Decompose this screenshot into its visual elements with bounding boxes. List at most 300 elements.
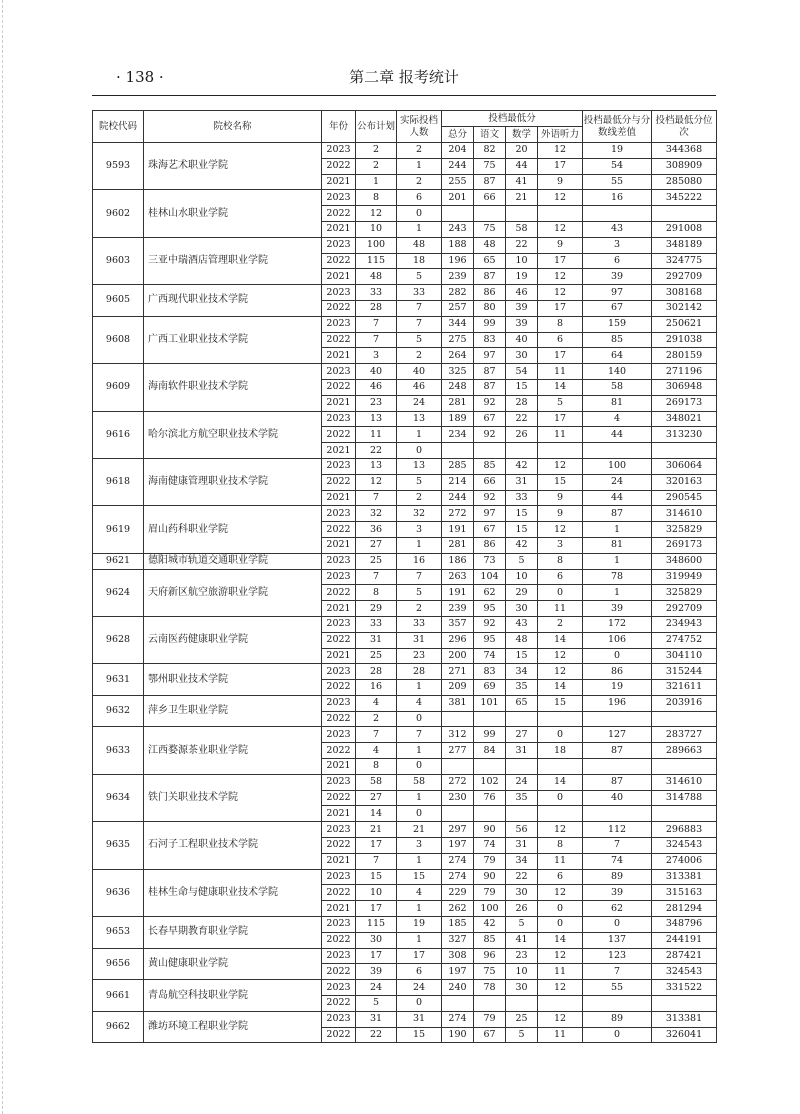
school-code: 9616 — [93, 411, 144, 458]
actual-cell: 5 — [397, 474, 442, 490]
listening-cell: 0 — [538, 727, 583, 743]
listening-cell: 5 — [538, 395, 583, 411]
chinese-cell: 75 — [474, 221, 506, 237]
math-cell — [506, 996, 538, 1012]
math-cell: 40 — [506, 332, 538, 348]
plan-cell: 22 — [356, 1027, 397, 1043]
header-math: 数学 — [506, 127, 538, 143]
school-name: 德阳城市轨道交通职业学院 — [144, 553, 322, 569]
year-cell: 2023 — [322, 1011, 356, 1027]
chinese-cell: 65 — [474, 253, 506, 269]
chinese-cell: 87 — [474, 174, 506, 190]
actual-cell: 2 — [397, 490, 442, 506]
year-cell: 2021 — [322, 853, 356, 869]
total-cell: 264 — [442, 348, 474, 364]
plan-cell: 22 — [356, 443, 397, 459]
rank-cell: 308168 — [652, 285, 717, 301]
actual-cell: 3 — [397, 522, 442, 538]
math-cell: 56 — [506, 822, 538, 838]
math-cell: 41 — [506, 932, 538, 948]
listening-cell: 14 — [538, 680, 583, 696]
actual-cell: 16 — [397, 553, 442, 569]
total-cell — [442, 759, 474, 775]
diff-cell: 16 — [583, 190, 652, 206]
actual-cell: 46 — [397, 379, 442, 395]
math-cell: 41 — [506, 174, 538, 190]
total-cell: 191 — [442, 522, 474, 538]
rank-cell: 274752 — [652, 632, 717, 648]
diff-cell: 64 — [583, 348, 652, 364]
total-cell: 239 — [442, 269, 474, 285]
school-name: 鄂州职业技术学院 — [144, 664, 322, 696]
math-cell: 19 — [506, 269, 538, 285]
page-number: · 138 · — [116, 68, 164, 86]
rank-cell: 280159 — [652, 348, 717, 364]
total-cell: 234 — [442, 427, 474, 443]
plan-cell: 1 — [356, 174, 397, 190]
diff-cell: 58 — [583, 379, 652, 395]
math-cell: 48 — [506, 632, 538, 648]
table-row — [93, 917, 717, 933]
diff-cell — [583, 806, 652, 822]
plan-cell: 2 — [356, 158, 397, 174]
plan-cell: 27 — [356, 537, 397, 553]
school-code: 9605 — [93, 285, 144, 317]
actual-cell: 31 — [397, 1011, 442, 1027]
chinese-cell: 97 — [474, 348, 506, 364]
table-row — [93, 190, 717, 206]
actual-cell: 0 — [397, 206, 442, 222]
chinese-cell: 101 — [474, 695, 506, 711]
plan-cell: 36 — [356, 522, 397, 538]
diff-cell: 81 — [583, 537, 652, 553]
chinese-cell: 74 — [474, 648, 506, 664]
total-cell: 189 — [442, 411, 474, 427]
rank-cell — [652, 996, 717, 1012]
math-cell — [506, 759, 538, 775]
year-cell: 2023 — [322, 569, 356, 585]
math-cell: 31 — [506, 474, 538, 490]
school-name: 石河子工程职业技术学院 — [144, 822, 322, 869]
chinese-cell: 83 — [474, 664, 506, 680]
chinese-cell: 87 — [474, 269, 506, 285]
year-cell: 2021 — [322, 648, 356, 664]
listening-cell: 12 — [538, 885, 583, 901]
rank-cell: 345222 — [652, 190, 717, 206]
school-code: 9619 — [93, 506, 144, 553]
math-cell: 15 — [506, 379, 538, 395]
plan-cell: 25 — [356, 648, 397, 664]
school-code: 9609 — [93, 364, 144, 411]
rank-cell: 269173 — [652, 537, 717, 553]
school-code: 9634 — [93, 774, 144, 821]
total-cell: 285 — [442, 458, 474, 474]
diff-cell: 0 — [583, 1027, 652, 1043]
year-cell: 2023 — [322, 727, 356, 743]
actual-cell: 0 — [397, 996, 442, 1012]
listening-cell: 12 — [538, 822, 583, 838]
page-header — [92, 66, 716, 92]
total-cell: 325 — [442, 364, 474, 380]
plan-cell: 48 — [356, 269, 397, 285]
school-code: 9661 — [93, 980, 144, 1012]
chinese-cell: 48 — [474, 237, 506, 253]
total-cell: 272 — [442, 506, 474, 522]
school-code: 9628 — [93, 616, 144, 663]
math-cell: 22 — [506, 237, 538, 253]
year-cell: 2023 — [322, 869, 356, 885]
school-code: 9621 — [93, 553, 144, 569]
year-cell: 2022 — [322, 474, 356, 490]
diff-cell: 39 — [583, 885, 652, 901]
year-cell: 2021 — [322, 443, 356, 459]
school-name: 潍坊环境工程职业学院 — [144, 1011, 322, 1043]
rank-cell: 290545 — [652, 490, 717, 506]
rank-cell — [652, 806, 717, 822]
listening-cell: 0 — [538, 917, 583, 933]
math-cell: 30 — [506, 601, 538, 617]
rank-cell: 306064 — [652, 458, 717, 474]
total-cell: 209 — [442, 680, 474, 696]
total-cell: 200 — [442, 648, 474, 664]
year-cell: 2021 — [322, 490, 356, 506]
listening-cell: 12 — [538, 648, 583, 664]
total-cell: 240 — [442, 980, 474, 996]
diff-cell: 137 — [583, 932, 652, 948]
diff-cell: 112 — [583, 822, 652, 838]
math-cell: 26 — [506, 901, 538, 917]
diff-cell: 44 — [583, 490, 652, 506]
math-cell: 15 — [506, 648, 538, 664]
math-cell: 24 — [506, 774, 538, 790]
math-cell: 29 — [506, 585, 538, 601]
plan-cell: 7 — [356, 727, 397, 743]
table-row — [93, 285, 717, 301]
total-cell: 197 — [442, 838, 474, 854]
listening-cell: 12 — [538, 522, 583, 538]
actual-cell: 5 — [397, 585, 442, 601]
total-cell: 255 — [442, 174, 474, 190]
year-cell: 2022 — [322, 253, 356, 269]
math-cell: 25 — [506, 1011, 538, 1027]
actual-cell: 24 — [397, 395, 442, 411]
table-row — [93, 822, 717, 838]
rank-cell: 321611 — [652, 680, 717, 696]
school-name: 眉山药科职业学院 — [144, 506, 322, 553]
plan-cell: 5 — [356, 996, 397, 1012]
actual-cell: 4 — [397, 695, 442, 711]
table-row — [93, 458, 717, 474]
diff-cell: 55 — [583, 174, 652, 190]
total-cell: 197 — [442, 964, 474, 980]
diff-cell: 7 — [583, 838, 652, 854]
total-cell — [442, 996, 474, 1012]
chinese-cell: 67 — [474, 411, 506, 427]
total-cell: 357 — [442, 616, 474, 632]
diff-cell — [583, 711, 652, 727]
diff-cell: 1 — [583, 585, 652, 601]
chinese-cell — [474, 806, 506, 822]
plan-cell: 13 — [356, 411, 397, 427]
listening-cell: 9 — [538, 490, 583, 506]
math-cell: 10 — [506, 964, 538, 980]
actual-cell: 0 — [397, 806, 442, 822]
total-cell: 230 — [442, 790, 474, 806]
listening-cell: 12 — [538, 221, 583, 237]
plan-cell: 4 — [356, 695, 397, 711]
chinese-cell: 96 — [474, 948, 506, 964]
table-row — [93, 869, 717, 885]
school-name: 广西现代职业技术学院 — [144, 285, 322, 317]
total-cell: 204 — [442, 143, 474, 159]
actual-cell: 21 — [397, 822, 442, 838]
diff-cell: 55 — [583, 980, 652, 996]
listening-cell: 12 — [538, 980, 583, 996]
plan-cell: 7 — [356, 332, 397, 348]
plan-cell: 10 — [356, 885, 397, 901]
total-cell: 381 — [442, 695, 474, 711]
plan-cell: 46 — [356, 379, 397, 395]
actual-cell: 1 — [397, 537, 442, 553]
plan-cell: 29 — [356, 601, 397, 617]
school-code: 9636 — [93, 869, 144, 916]
rank-cell: 308909 — [652, 158, 717, 174]
year-cell: 2021 — [322, 269, 356, 285]
diff-cell: 123 — [583, 948, 652, 964]
chinese-cell — [474, 996, 506, 1012]
listening-cell: 6 — [538, 569, 583, 585]
chinese-cell: 82 — [474, 143, 506, 159]
actual-cell: 0 — [397, 711, 442, 727]
math-cell — [506, 806, 538, 822]
plan-cell: 8 — [356, 585, 397, 601]
diff-cell: 62 — [583, 901, 652, 917]
admission-table — [92, 110, 717, 1043]
chinese-cell: 85 — [474, 932, 506, 948]
table-row — [93, 506, 717, 522]
plan-cell: 24 — [356, 980, 397, 996]
actual-cell: 1 — [397, 932, 442, 948]
school-name: 哈尔滨北方航空职业技术学院 — [144, 411, 322, 458]
plan-cell: 2 — [356, 143, 397, 159]
year-cell: 2022 — [322, 522, 356, 538]
diff-cell: 85 — [583, 332, 652, 348]
rank-cell: 291008 — [652, 221, 717, 237]
page-edge-line — [2, 0, 3, 1114]
actual-cell: 5 — [397, 269, 442, 285]
diff-cell — [583, 996, 652, 1012]
rank-cell: 296883 — [652, 822, 717, 838]
actual-cell: 2 — [397, 174, 442, 190]
listening-cell: 11 — [538, 964, 583, 980]
listening-cell: 11 — [538, 853, 583, 869]
plan-cell: 15 — [356, 869, 397, 885]
year-cell: 2023 — [322, 458, 356, 474]
actual-cell: 15 — [397, 869, 442, 885]
chinese-cell: 75 — [474, 964, 506, 980]
total-cell: 271 — [442, 664, 474, 680]
rank-cell — [652, 759, 717, 775]
math-cell: 30 — [506, 885, 538, 901]
school-name: 海南健康管理职业技术学院 — [144, 458, 322, 505]
plan-cell: 23 — [356, 395, 397, 411]
listening-cell: 18 — [538, 743, 583, 759]
math-cell: 27 — [506, 727, 538, 743]
rank-cell: 324543 — [652, 964, 717, 980]
total-cell: 243 — [442, 221, 474, 237]
chinese-cell: 87 — [474, 379, 506, 395]
diff-cell — [583, 443, 652, 459]
actual-cell: 2 — [397, 143, 442, 159]
listening-cell: 6 — [538, 332, 583, 348]
math-cell: 5 — [506, 917, 538, 933]
year-cell: 2023 — [322, 553, 356, 569]
actual-cell: 0 — [397, 443, 442, 459]
math-cell: 10 — [506, 253, 538, 269]
total-cell: 274 — [442, 869, 474, 885]
listening-cell: 11 — [538, 427, 583, 443]
rank-cell: 269173 — [652, 395, 717, 411]
total-cell: 281 — [442, 395, 474, 411]
plan-cell: 13 — [356, 458, 397, 474]
plan-cell: 3 — [356, 348, 397, 364]
year-cell: 2021 — [322, 806, 356, 822]
plan-cell: 39 — [356, 964, 397, 980]
chinese-cell: 66 — [474, 474, 506, 490]
chinese-cell: 86 — [474, 285, 506, 301]
table-row — [93, 569, 717, 585]
actual-cell: 13 — [397, 458, 442, 474]
rank-cell: 203916 — [652, 695, 717, 711]
diff-cell: 97 — [583, 285, 652, 301]
plan-cell: 10 — [356, 221, 397, 237]
diff-cell: 0 — [583, 648, 652, 664]
listening-cell: 12 — [538, 458, 583, 474]
table-row — [93, 1011, 717, 1027]
chinese-cell: 90 — [474, 822, 506, 838]
chinese-cell: 80 — [474, 300, 506, 316]
actual-cell: 2 — [397, 348, 442, 364]
admission-table-container — [92, 110, 716, 1043]
math-cell: 42 — [506, 537, 538, 553]
listening-cell: 12 — [538, 664, 583, 680]
year-cell: 2021 — [322, 537, 356, 553]
school-name: 广西工业职业技术学院 — [144, 316, 322, 363]
year-cell: 2022 — [322, 996, 356, 1012]
listening-cell: 17 — [538, 348, 583, 364]
actual-cell: 24 — [397, 980, 442, 996]
rank-cell — [652, 443, 717, 459]
rank-cell: 291038 — [652, 332, 717, 348]
header-plan: 公布计划 — [356, 111, 397, 143]
listening-cell: 8 — [538, 838, 583, 854]
diff-cell: 7 — [583, 964, 652, 980]
chinese-cell: 86 — [474, 537, 506, 553]
diff-cell: 54 — [583, 158, 652, 174]
chinese-cell: 79 — [474, 853, 506, 869]
plan-cell: 115 — [356, 253, 397, 269]
school-code: 9602 — [93, 190, 144, 237]
listening-cell: 17 — [538, 158, 583, 174]
total-cell: 274 — [442, 1011, 474, 1027]
chinese-cell: 76 — [474, 790, 506, 806]
chinese-cell — [474, 711, 506, 727]
total-cell: 188 — [442, 237, 474, 253]
rank-cell: 331522 — [652, 980, 717, 996]
year-cell: 2022 — [322, 932, 356, 948]
math-cell: 31 — [506, 838, 538, 854]
rank-cell: 306948 — [652, 379, 717, 395]
diff-cell: 4 — [583, 411, 652, 427]
rank-cell: 348021 — [652, 411, 717, 427]
math-cell: 15 — [506, 522, 538, 538]
school-name: 海南软件职业技术学院 — [144, 364, 322, 411]
plan-cell: 58 — [356, 774, 397, 790]
school-name: 铁门关职业技术学院 — [144, 774, 322, 821]
math-cell: 54 — [506, 364, 538, 380]
listening-cell: 3 — [538, 537, 583, 553]
header-listening: 外语听力 — [538, 127, 583, 143]
plan-cell: 33 — [356, 285, 397, 301]
header-chinese: 语文 — [474, 127, 506, 143]
actual-cell: 4 — [397, 885, 442, 901]
chinese-cell: 90 — [474, 869, 506, 885]
school-code: 9656 — [93, 948, 144, 980]
listening-cell: 12 — [538, 285, 583, 301]
year-cell: 2022 — [322, 332, 356, 348]
chinese-cell: 99 — [474, 316, 506, 332]
plan-cell: 11 — [356, 427, 397, 443]
header-diff: 投档最低分与分数线差值 — [583, 111, 652, 143]
year-cell: 2023 — [322, 506, 356, 522]
year-cell: 2021 — [322, 901, 356, 917]
diff-cell: 86 — [583, 664, 652, 680]
diff-cell: 172 — [583, 616, 652, 632]
plan-cell: 30 — [356, 932, 397, 948]
year-cell: 2022 — [322, 427, 356, 443]
total-cell: 262 — [442, 901, 474, 917]
listening-cell: 0 — [538, 585, 583, 601]
school-code: 9632 — [93, 695, 144, 727]
math-cell: 34 — [506, 853, 538, 869]
year-cell: 2023 — [322, 411, 356, 427]
rank-cell — [652, 711, 717, 727]
school-name: 珠海艺术职业学院 — [144, 143, 322, 190]
year-cell: 2023 — [322, 695, 356, 711]
plan-cell: 7 — [356, 569, 397, 585]
chinese-cell: 99 — [474, 727, 506, 743]
diff-cell: 87 — [583, 506, 652, 522]
actual-cell: 1 — [397, 790, 442, 806]
listening-cell: 15 — [538, 695, 583, 711]
listening-cell: 14 — [538, 774, 583, 790]
math-cell: 10 — [506, 569, 538, 585]
total-cell: 296 — [442, 632, 474, 648]
diff-cell: 81 — [583, 395, 652, 411]
rank-cell: 244191 — [652, 932, 717, 948]
listening-cell: 9 — [538, 174, 583, 190]
actual-cell: 33 — [397, 616, 442, 632]
actual-cell: 5 — [397, 332, 442, 348]
school-code: 9653 — [93, 917, 144, 949]
table-row — [93, 616, 717, 632]
rank-cell: 315244 — [652, 664, 717, 680]
diff-cell: 24 — [583, 474, 652, 490]
rank-cell: 271196 — [652, 364, 717, 380]
year-cell: 2022 — [322, 1027, 356, 1043]
table-row — [93, 727, 717, 743]
chinese-cell: 73 — [474, 553, 506, 569]
